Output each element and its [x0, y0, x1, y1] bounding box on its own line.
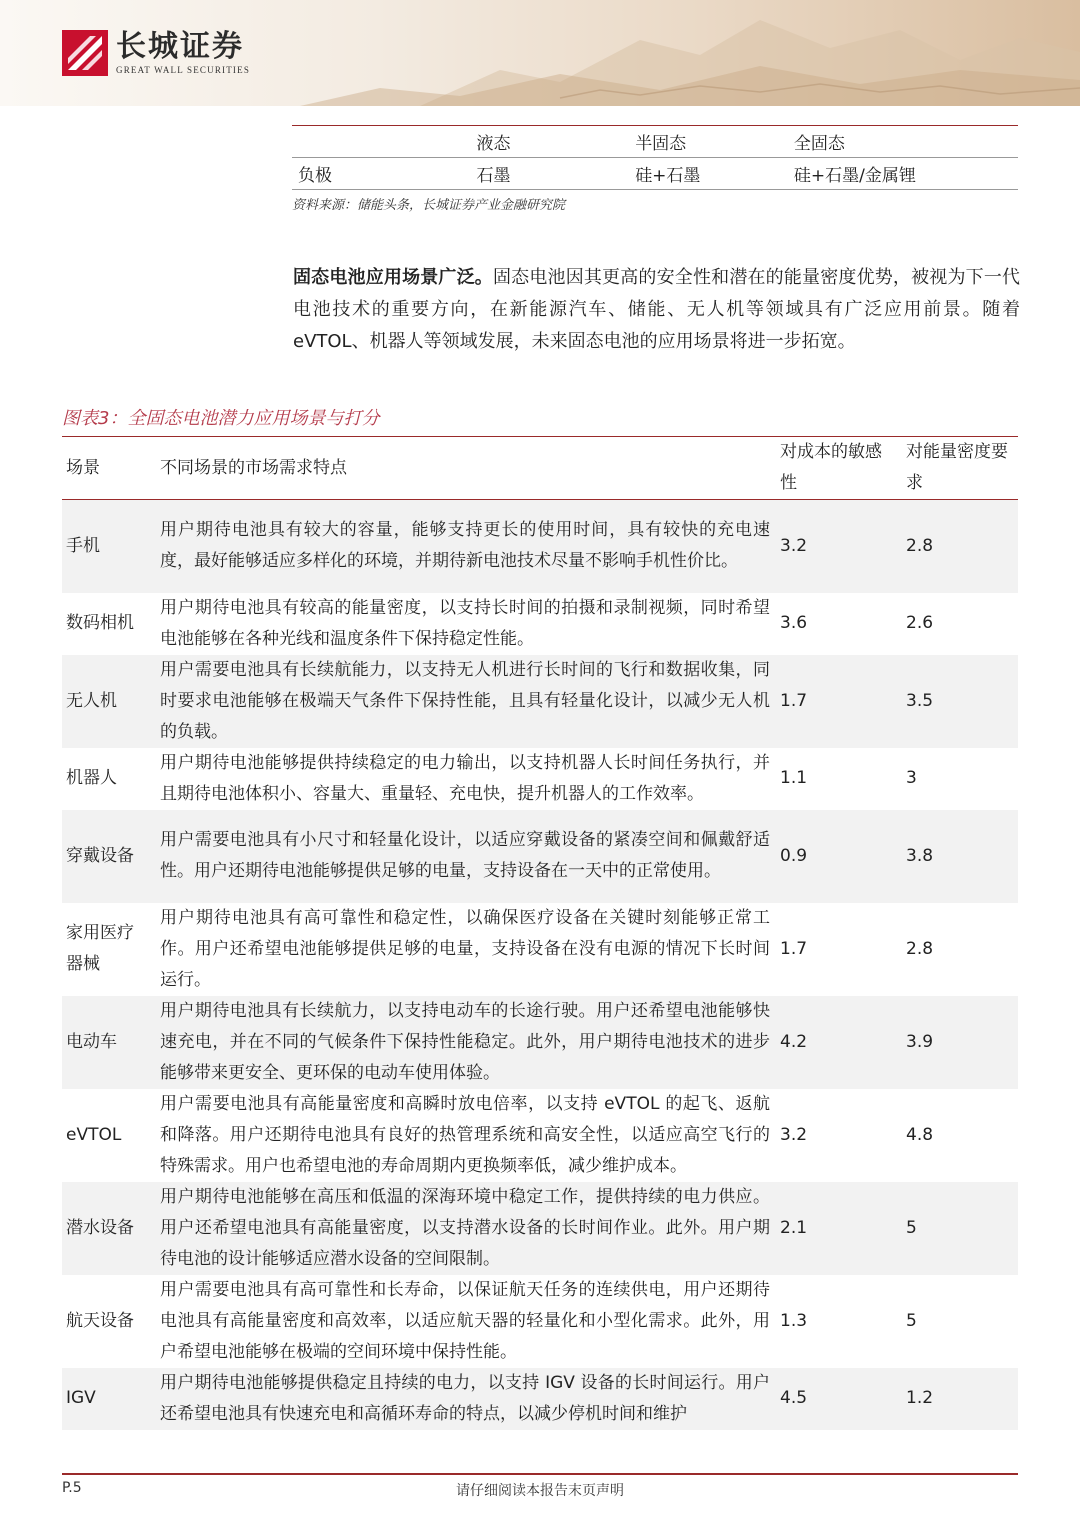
table-row — [62, 1368, 1018, 1430]
page-number: P.5 — [62, 1480, 82, 1496]
cell: 硅+石墨 — [635, 166, 701, 186]
demand-cell: 用户期待电池能够提供稳定且持续的电力，以支持 IGV 设备的长时间运行。用户还希望电池具有快速充电和高循环寿命的特点，以减少停机时间和维护 — [160, 1372, 770, 1424]
density-cell: 3 — [906, 768, 917, 788]
cost-cell: 0.9 — [780, 845, 808, 866]
cell: 负极 — [298, 166, 332, 186]
table-row — [62, 996, 1018, 1089]
scene-cell: 潜水设备 — [66, 1217, 134, 1238]
demand-cell: 用户期待电池能够在高压和低温的深海环境中稳定工作，提供持续的电力供应。用户还希望电池具有高能量密度，以支持潜水设备的长时间作业。此外。用户期待电池的设计能够适应潜水设备的空间限制。 — [160, 1186, 770, 1269]
source-note: 资料来源：储能头条，长城证券产业金融研究院 — [292, 198, 566, 213]
anode-comparison-table — [292, 125, 1018, 190]
cost-cell: 1.7 — [780, 938, 808, 959]
table-bottom-rule — [292, 189, 1018, 190]
table-row — [62, 1275, 1018, 1368]
table-row — [62, 1182, 1018, 1275]
density-cell: 1.2 — [906, 1388, 934, 1408]
demand-cell: 用户期待电池能够提供持续稳定的电力输出，以支持机器人长时间任务执行，并且期待电池体积小、容量大、重量轻、充电快，提升机器人的工作效率。 — [160, 752, 770, 804]
demand-cell: 用户需要电池具有长续航能力，以支持无人机进行长时间的飞行和数据收集，同时要求电池能够在极端天气条件下保持性能，且具有轻量化设计，以减少无人机的负载。 — [160, 659, 770, 742]
scene-cell: 航天设备 — [66, 1310, 134, 1331]
disclaimer-note: 请仔细阅读本报告末页声明 — [456, 1483, 624, 1499]
scene-cell: 穿戴设备 — [66, 845, 134, 866]
demand-cell: 用户期待电池具有长续航力，以支持电动车的长途行驶。用户还希望电池能够快速充电，并在不同的气候条件下保持性能稳定。此外，用户期待电池技术的进步能够带来更安全、更环保的电动车使用体验。 — [160, 1000, 770, 1083]
density-cell: 3.5 — [906, 690, 934, 711]
density-cell: 3.9 — [906, 1031, 934, 1052]
header-cell: 半固态 — [635, 134, 687, 154]
scene-cell: 机器人 — [66, 768, 117, 788]
scene-cell: IGV — [66, 1388, 96, 1408]
cost-cell: 1.7 — [780, 690, 808, 711]
density-cell: 4.8 — [906, 1124, 934, 1145]
cost-cell: 1.3 — [780, 1310, 808, 1331]
table-row — [62, 655, 1018, 748]
demand-cell: 用户需要电池具有小尺寸和轻量化设计，以适应穿戴设备的紧凑空间和佩戴舒适性。用户还期待电池能够提供足够的电量，支持设备在一天中的正常使用。 — [160, 830, 770, 881]
scene-cell: 电动车 — [66, 1031, 117, 1052]
cost-cell: 3.2 — [780, 535, 808, 556]
header-cost-sensitivity: 对成本的敏感性 — [780, 442, 882, 493]
density-cell: 3.8 — [906, 845, 934, 866]
figure-title: 图表3：全固态电池潜力应用场景与打分 — [62, 408, 380, 429]
cost-cell: 1.1 — [780, 768, 808, 788]
table-row — [292, 158, 1018, 189]
density-cell: 2.8 — [906, 535, 934, 556]
table-row — [62, 748, 1018, 810]
table-header-row — [62, 437, 1018, 500]
density-cell: 5 — [906, 1310, 917, 1331]
scene-cell: 数码相机 — [66, 613, 134, 633]
table-row — [62, 500, 1018, 593]
density-cell: 2.6 — [906, 613, 934, 633]
demand-cell: 用户期待电池具有高可靠性和稳定性，以确保医疗设备在关键时刻能够正常工作。用户还希望电池能够提供足够的电量，支持设备在没有电源的情况下长时间运行。 — [160, 907, 770, 990]
header-energy-density: 对能量密度要求 — [906, 442, 1008, 493]
density-cell: 5 — [906, 1217, 917, 1238]
cost-cell: 4.2 — [780, 1031, 808, 1052]
demand-cell: 用户期待电池具有较大的容量，能够支持更长的使用时间，具有较快的充电速度，最好能够适应多样化的环境，并期待新电池技术尽量不影响手机性价比。 — [160, 520, 770, 572]
header-cell: 全固态 — [793, 134, 845, 154]
cost-cell: 3.2 — [780, 1124, 808, 1145]
demand-cell: 用户期待电池具有较高的能量密度，以支持长时间的拍摄和录制视频，同时希望电池能够在各种光线和温度条件下保持稳定性能。 — [160, 597, 770, 649]
cell: 硅+石墨/金属锂 — [793, 166, 916, 186]
table-row — [62, 810, 1018, 903]
application-scenario-table — [62, 437, 1018, 1430]
table-row — [62, 903, 1018, 996]
paragraph-lead: 固态电池应用场景广泛。 — [293, 267, 493, 288]
body-paragraph — [293, 262, 1020, 358]
scene-cell: 家用医疗器械 — [66, 923, 134, 974]
demand-cell: 用户需要电池具有高可靠性和长寿命，以保证航天任务的连续供电，用户还期待电池具有高能量密度和高效率，以适应航天器的轻量化和小型化需求。此外，用户希望电池能够在极端的空间环境中保持性能。 — [160, 1279, 770, 1362]
cell: 石墨 — [476, 166, 511, 186]
table-row — [62, 1089, 1018, 1182]
cost-cell: 2.1 — [780, 1217, 808, 1238]
page-header — [0, 0, 1080, 106]
cost-cell: 4.5 — [780, 1388, 808, 1408]
scene-cell: 手机 — [66, 535, 100, 556]
header-scene: 场景 — [66, 457, 100, 478]
footer-rule — [62, 1473, 1018, 1475]
scene-cell: 无人机 — [66, 690, 117, 711]
brand-name-cn: 长城证券 — [116, 29, 244, 64]
cost-cell: 3.6 — [780, 613, 808, 633]
density-cell: 2.8 — [906, 938, 934, 959]
scene-cell: eVTOL — [66, 1124, 122, 1145]
table-header-row — [292, 126, 1018, 157]
brand-name-en: GREAT WALL SECURITIES — [116, 65, 251, 75]
header-demand: 不同场景的市场需求特点 — [160, 457, 347, 478]
brand-logo — [62, 30, 250, 76]
paragraph-text: 固态电池因其更高的安全性和潜在的能量密度优势，被视为下一代电池技术的重要方向，在新能源汽车、储能、无人机等领域具有广泛应用前景。随着 eVTOL、机器人等领域发展，未来固态电池的应用场景将进一步拓宽。 — [293, 267, 1021, 352]
header-cell: 液态 — [476, 134, 511, 154]
table-row — [62, 593, 1018, 655]
great-wall-logo-icon — [62, 30, 108, 76]
demand-cell: 用户需要电池具有高能量密度和高瞬时放电倍率，以支持 eVTOL 的起飞、返航和降落。用户还期待电池具有良好的热管理系统和高安全性，以适应高空飞行的特殊需求。用户也希望电池的寿命周期内更换频率低，减少维护成本。 — [160, 1093, 770, 1176]
